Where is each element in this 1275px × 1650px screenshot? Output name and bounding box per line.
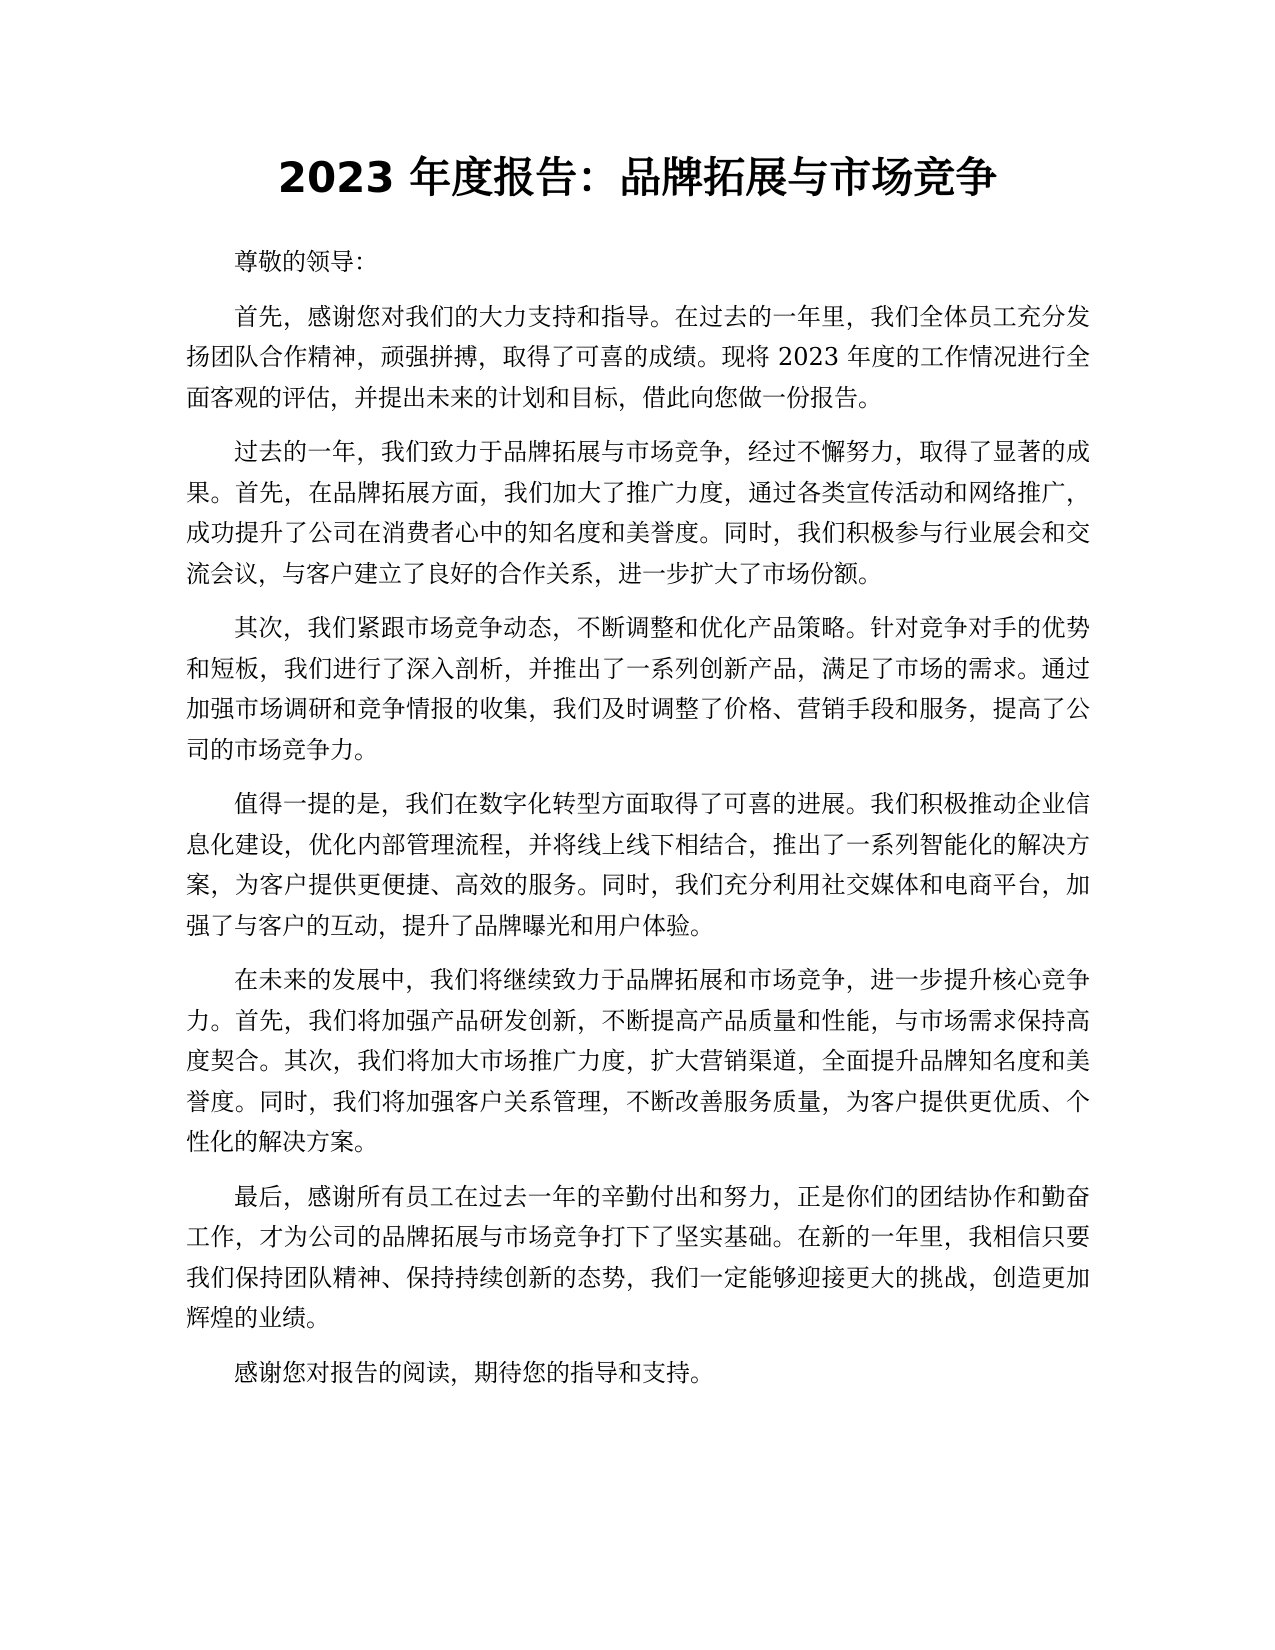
- document-title: 2023 年度报告：品牌拓展与市场竞争: [277, 153, 998, 202]
- paragraph-5: 在未来的发展中，我们将继续致力于品牌拓展和市场竞争，进一步提升核心竞争力。首先，我们将加强产品研发创新，不断提高产品质量和性能，与市场需求保持高度契合。其次，我们将加大市场推广力度，扩大营销渠道，全面提升品牌知名度和美誉度。同时，我们将加强客户关系管理，不断改善服务质量，为客户提供更优质、个性化的解决方案。: [186, 966, 1090, 1156]
- paragraph-3: 其次，我们紧跟市场竞争动态，不断调整和优化产品策略。针对竞争对手的优势和短板，我们进行了深入剖析，并推出了一系列创新产品，满足了市场的需求。通过加强市场调研和竞争情报的收集，我们及时调整了价格、营销手段和服务，提高了公司的市场竞争力。: [186, 614, 1090, 764]
- paragraph-7: 感谢您对报告的阅读，期待您的指导和支持。: [234, 1358, 714, 1387]
- paragraph-2: 过去的一年，我们致力于品牌拓展与市场竞争，经过不懈努力，取得了显著的成果。首先，在品牌拓展方面，我们加大了推广力度，通过各类宣传活动和网络推广，成功提升了公司在消费者心中的知名度和美誉度。同时，我们积极参与行业展会和交流会议，与客户建立了良好的合作关系，进一步扩大了市场份额。: [186, 438, 1090, 588]
- paragraph-4: 值得一提的是，我们在数字化转型方面取得了可喜的进展。我们积极推动企业信息化建设，优化内部管理流程，并将线上线下相结合，推出了一系列智能化的解决方案，为客户提供更便捷、高效的服务。同时，我们充分利用社交媒体和电商平台，加强了与客户的互动，提升了品牌曝光和用户体验。: [186, 790, 1090, 940]
- salutation: 尊敬的领导：: [234, 248, 378, 276]
- paragraph-6: 最后，感谢所有员工在过去一年的辛勤付出和努力，正是你们的团结协作和勤奋工作，才为公司的品牌拓展与市场竞争打下了坚实基础。在新的一年里，我相信只要我们保持团队精神、保持持续创新的态势，我们一定能够迎接更大的挑战，创造更加辉煌的业绩。: [186, 1182, 1090, 1332]
- paragraph-1: 首先，感谢您对我们的大力支持和指导。在过去的一年里，我们全体员工充分发扬团队合作精神，顽强拼搏，取得了可喜的成绩。现将 2023 年度的工作情况进行全面客观的评估，并提出未来的计划和目标，借此向您做一份报告。: [186, 302, 1090, 412]
- document-body: [186, 242, 1090, 1407]
